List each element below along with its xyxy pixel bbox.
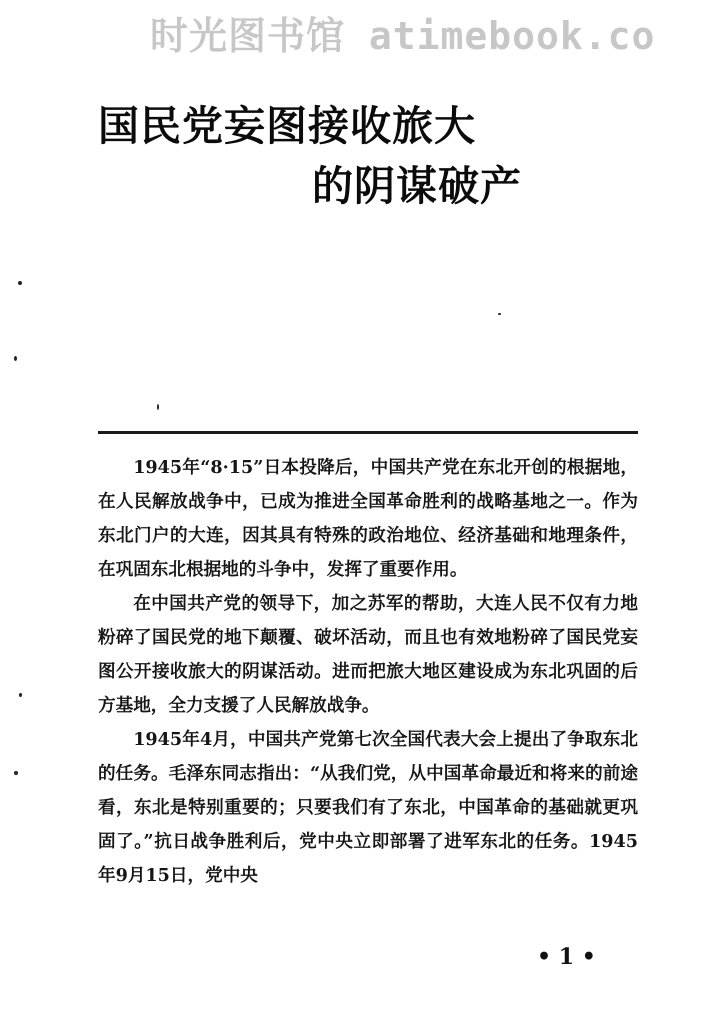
paragraph: 在中国共产党的领导下，加之苏军的帮助，大连人民不仅有力地粉碎了国民党的地下颠覆、破坏活动，而且也有效地粉碎了国民党妄图公开接收旅大的阴谋活动。进而把旅大地区建设成为东北巩固的后方基地，全力支援了人民解放战争。 [98,593,638,716]
scan-speck [498,313,501,315]
paragraph: 1945年4月，中国共产党第七次全国代表大会上提出了争取东北的任务。毛泽东同志指出：“从我们党，从中国革命最近和将来的前途看，东北是特别重要的；只要我们有了东北，中国革命的基础就更巩固了。”抗日战争胜利后，党中央立即部署了进军东北的任务。1945年9月15日，党中央 [98,729,638,886]
chapter-title-line-2: 的阴谋破产 [312,162,522,210]
chapter-title-line-1: 国民党妄图接收旅大 [98,102,476,150]
scan-speck [18,281,22,285]
scan-speck [19,693,22,697]
scan-speck [14,771,18,775]
scan-speck [14,356,17,361]
scan-speck [157,404,159,410]
paragraph: 1945年“8·15”日本投降后，中国共产党在东北开创的根据地，在人民解放战争中，已成为推进全国革命胜利的战略基地之一。作为东北门户的大连，因其具有特殊的政治地位、经济基础和地理条件，在巩固东北根据地的斗争中，发挥了重要作用。 [98,457,638,580]
divider-rule [98,431,638,434]
page-number: • 1 • [537,944,596,970]
watermark: 时光图书馆 atimebook.co [150,14,656,58]
body-text [98,451,638,893]
